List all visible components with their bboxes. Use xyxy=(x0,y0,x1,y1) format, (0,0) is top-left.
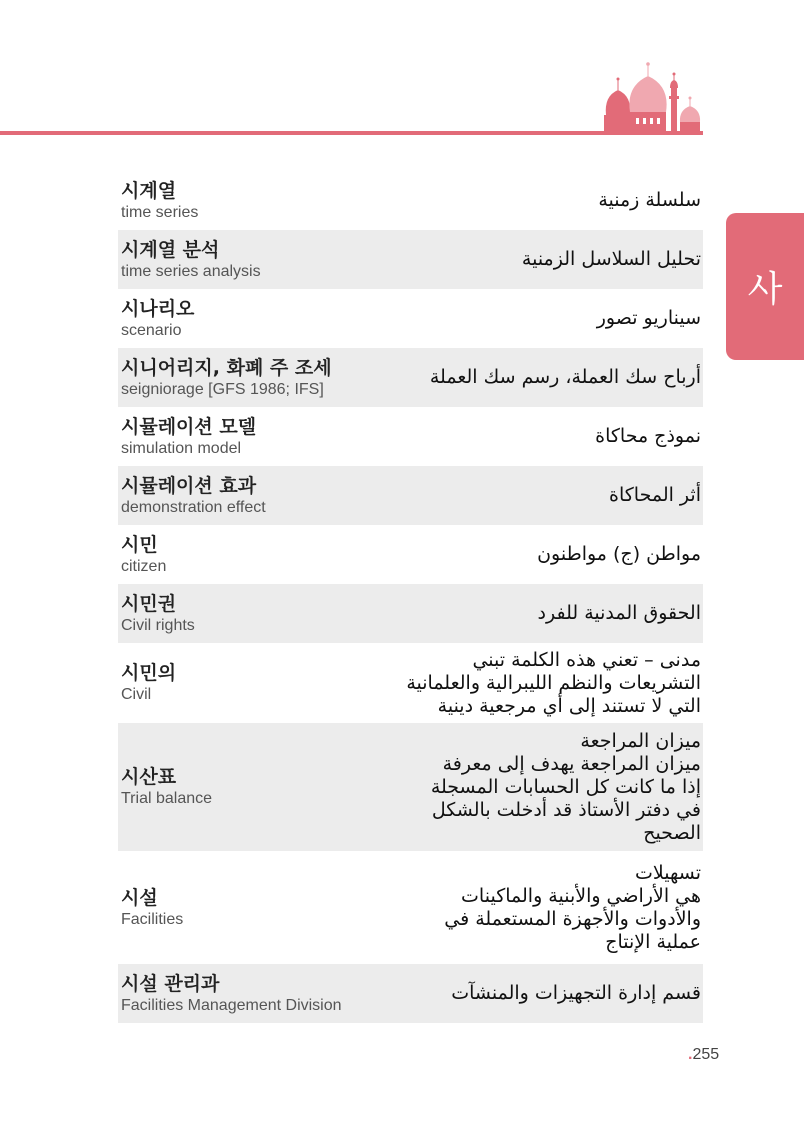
arabic-term: ميزان المراجعة ميزان المراجعة يهدف إلى معرفة إذا ما كانت كل الحسابات المسجلة في دفتر الأستاذ قد أدخلت بالشكل الصحيح xyxy=(430,729,701,844)
header-divider xyxy=(0,131,703,135)
arabic-term: تحليل السلاسل الزمنية xyxy=(521,248,701,270)
entry-terms xyxy=(121,533,166,577)
arabic-term: سلسلة زمنية xyxy=(598,189,701,211)
entry-terms xyxy=(121,297,194,341)
korean-term: 시니어리지, 화폐 주 조세 xyxy=(121,356,332,379)
korean-term: 시산표 xyxy=(121,766,177,788)
korean-term: 시계열 분석 xyxy=(121,238,220,261)
glossary-entry xyxy=(118,230,703,289)
korean-term: 시설 xyxy=(121,886,158,909)
entry-terms xyxy=(121,474,266,518)
glossary-entry xyxy=(118,407,703,466)
entry-terms xyxy=(121,765,212,809)
arabic-term: نموذج محاكاة xyxy=(595,425,701,447)
entry-terms xyxy=(121,415,256,459)
arabic-term: الحقوق المدنية للفرد xyxy=(537,602,701,624)
korean-term: 시뮬레이션 모델 xyxy=(121,415,257,438)
arabic-term: أثر المحاكاة xyxy=(609,484,701,506)
page-number-value: 255 xyxy=(692,1046,720,1063)
glossary-entry xyxy=(118,525,703,584)
arabic-term: أرباح سك العملة، رسم سك العملة xyxy=(429,366,701,388)
korean-term: 시계열 xyxy=(121,179,177,202)
glossary-entry xyxy=(118,851,703,964)
arabic-term: مواطن (ج) مواطنون xyxy=(537,543,701,565)
mosque-illustration xyxy=(600,60,702,134)
english-term: Civil xyxy=(121,686,152,703)
english-term: Facilities xyxy=(121,910,184,928)
entry-terms xyxy=(121,179,198,223)
arabic-term: تسهيلات هي الأراضي والأبنية والماكينات والأدوات والأجهزة المستعملة في عملية الإنتاج xyxy=(444,861,701,953)
english-term: time series analysis xyxy=(121,262,261,280)
english-term: seigniorage [GFS 1986; IFS] xyxy=(121,380,324,398)
glossary-entry xyxy=(118,171,703,230)
korean-term: 시민의 xyxy=(121,662,177,684)
glossary-entry xyxy=(118,584,703,643)
arabic-term: سيناريو تصور xyxy=(596,307,701,329)
entry-terms xyxy=(121,238,261,282)
english-term: time series xyxy=(121,203,199,221)
section-tab-letter: 사 xyxy=(747,269,783,310)
korean-term: 시설 관리과 xyxy=(121,972,220,995)
arabic-term: مدنى – تعني هذه الكلمة تبني التشريعات والنظم الليبرالية والعلمانية التي لا تستند إلى أي مرجعية دينية xyxy=(406,648,701,717)
korean-term: 시민권 xyxy=(121,592,177,615)
english-term: citizen xyxy=(121,557,167,575)
english-term: Facilities Management Division xyxy=(121,996,342,1014)
section-tab xyxy=(726,213,804,360)
korean-term: 시나리오 xyxy=(121,297,195,320)
english-term: simulation model xyxy=(121,439,242,457)
page-number xyxy=(688,1046,719,1064)
english-term: Civil rights xyxy=(121,616,195,634)
glossary-entry xyxy=(118,964,703,1023)
glossary-list xyxy=(118,171,703,1023)
entry-terms xyxy=(121,592,195,636)
glossary-entry xyxy=(118,643,703,723)
glossary-entry xyxy=(118,348,703,407)
english-term: scenario xyxy=(121,321,182,339)
glossary-entry xyxy=(118,466,703,525)
english-term: Trial balance xyxy=(121,790,213,807)
glossary-entry xyxy=(118,289,703,348)
arabic-term: قسم إدارة التجهيزات والمنشآت xyxy=(451,982,701,1004)
korean-term: 시뮬레이션 효과 xyxy=(121,474,257,497)
korean-term: 시민 xyxy=(121,533,158,556)
glossary-entry xyxy=(118,723,703,851)
entry-terms xyxy=(121,661,176,705)
entry-terms xyxy=(121,886,183,930)
entry-terms xyxy=(121,356,332,400)
entry-terms xyxy=(121,972,342,1016)
page-number-dot: . xyxy=(688,1046,693,1063)
english-term: demonstration effect xyxy=(121,498,266,516)
